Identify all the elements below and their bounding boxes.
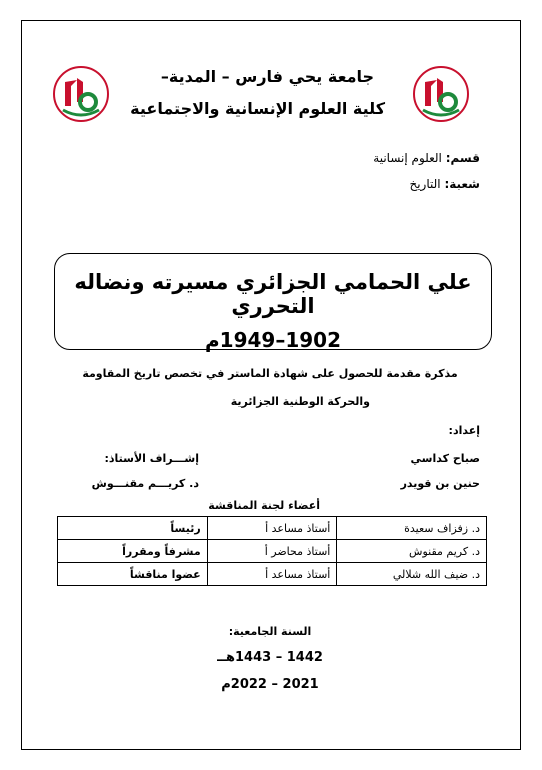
table-row — [58, 540, 487, 563]
branch-value: التاريخ — [409, 177, 445, 191]
faculty-name: كلية العلوم الإنسانية والاجتماعية — [130, 99, 385, 118]
member-rank: أستاذ مساعد أ — [207, 517, 337, 540]
member-role: مشرفاً ومقرراً — [58, 540, 208, 563]
supervisor-name: د. كريـــم مقنـــوش — [91, 477, 199, 490]
thesis-title: علي الحمامي الجزائري مسيرته ونضاله التحرري — [74, 270, 472, 318]
author-name-2: حنين بن قويدر — [400, 477, 480, 490]
university-logo — [53, 66, 109, 122]
table-row — [58, 517, 487, 540]
department-label: قسم: — [445, 151, 480, 165]
academic-year-gregorian: 2021 – 2022م — [221, 677, 319, 692]
page-border — [21, 20, 521, 750]
thesis-years: 1902–1949م — [204, 328, 341, 352]
member-name: د. كريم مقنوش — [337, 540, 487, 563]
department-value: العلوم إنسانية — [373, 151, 446, 165]
member-role: رئيساً — [58, 517, 208, 540]
member-rank: أستاذ مساعد أ — [207, 563, 337, 586]
committee-table — [57, 516, 487, 586]
thesis-description-line1: مذكرة مقدمة للحصول على شهادة الماستر في تخصص تاريخ المقاومة — [82, 367, 458, 380]
branch-line — [409, 177, 480, 191]
branch-label: شعبة: — [444, 177, 480, 191]
committee-label: أعضاء لجنة المناقشة — [208, 499, 320, 512]
author-name-1: صباح كداسي — [410, 452, 480, 465]
university-logo-right — [413, 66, 469, 122]
table-row — [58, 563, 487, 586]
university-name: جامعة يحي فارس – المدية– — [160, 67, 375, 86]
supervisor-label: إشـــراف الأستاذ: — [104, 452, 199, 465]
department-line — [373, 151, 480, 165]
authors-label: إعداد: — [448, 424, 480, 437]
member-name: د. ضيف الله شلالي — [337, 563, 487, 586]
member-name: د. زفزاف سعيدة — [337, 517, 487, 540]
thesis-title-box — [54, 253, 492, 350]
member-role: عضوا مناقشاً — [58, 563, 208, 586]
member-rank: أستاذ محاضر أ — [207, 540, 337, 563]
academic-year-hijri: 1442 – 1443هــ — [217, 650, 323, 665]
academic-year-label: السنة الجامعية: — [228, 625, 312, 638]
thesis-description-line2: والحركة الوطنية الجزائرية — [230, 395, 370, 408]
